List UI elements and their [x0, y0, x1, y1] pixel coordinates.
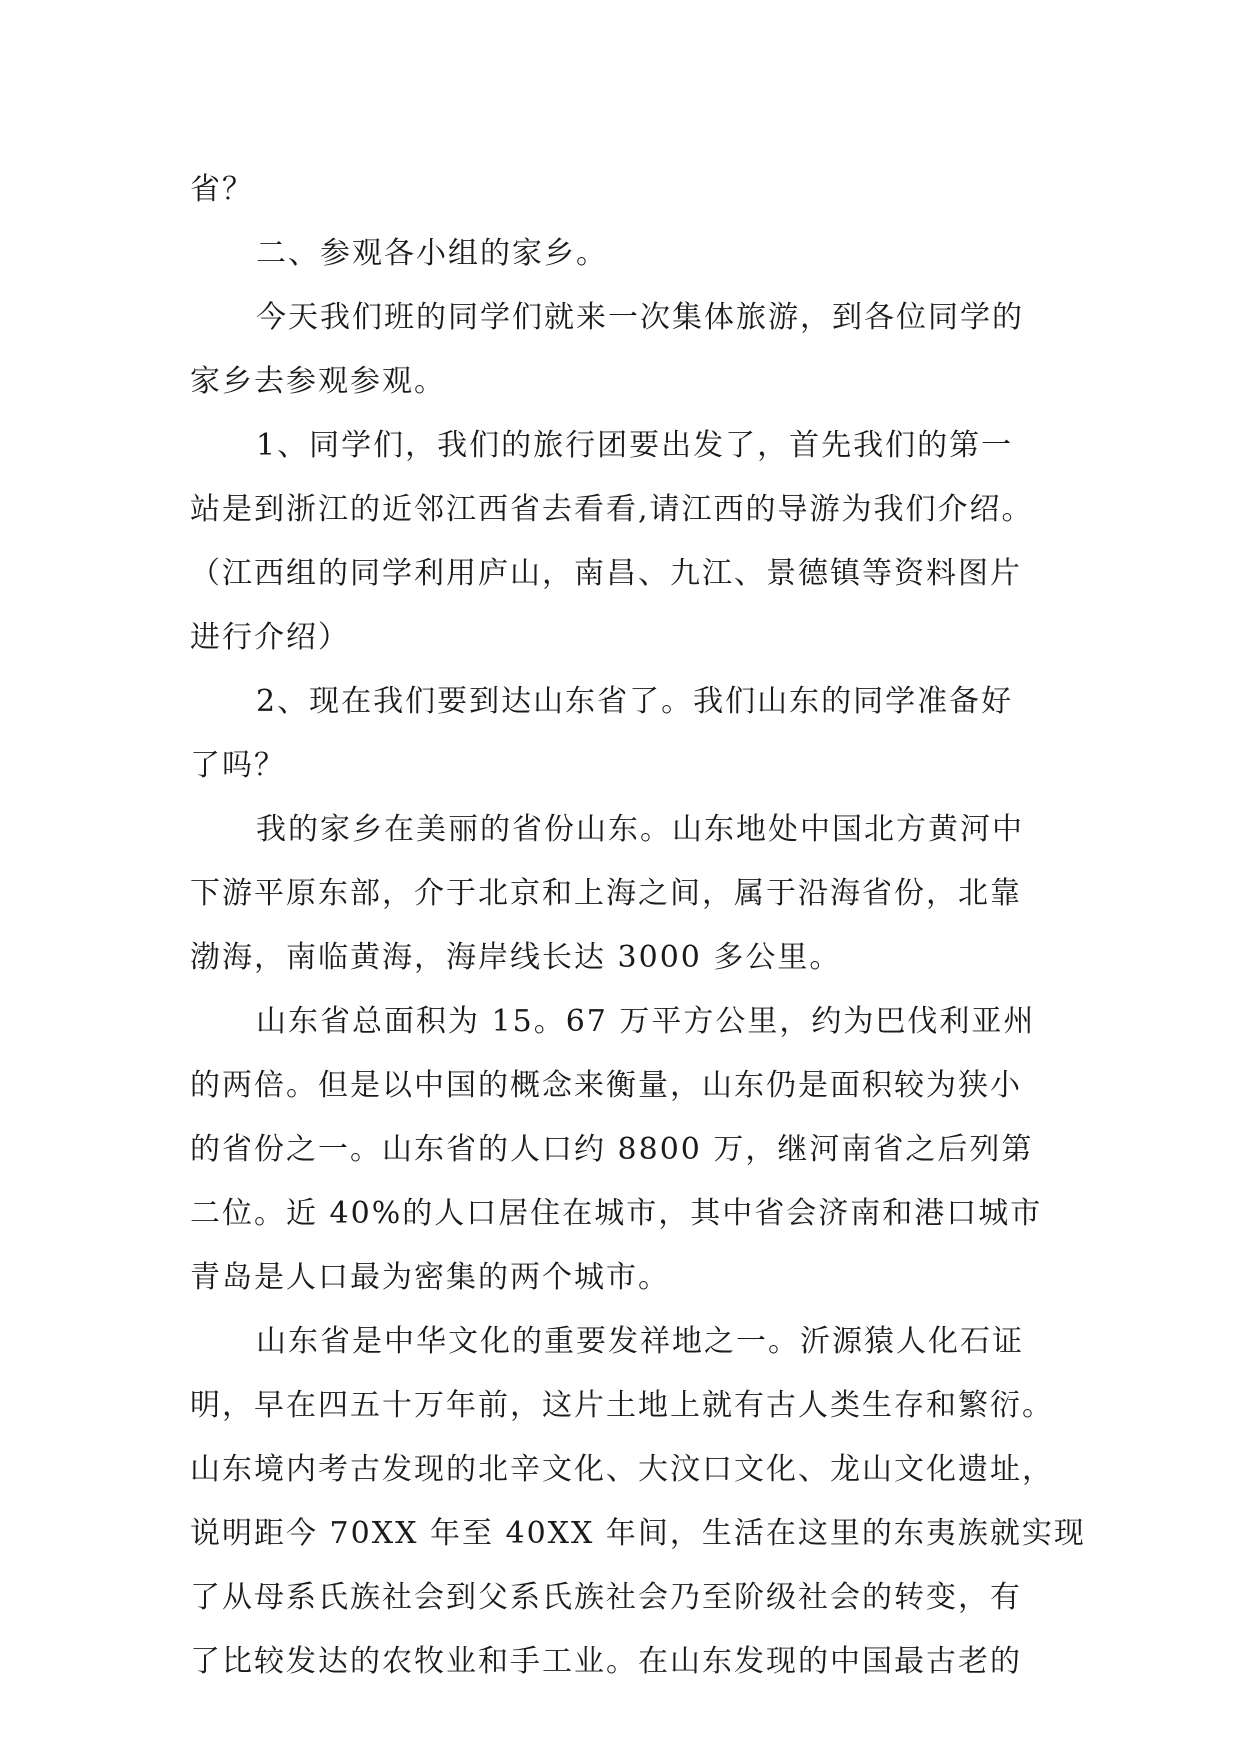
text-line: 的省份之一。山东省的人口约 8800 万，继河南省之后列第	[190, 1132, 1034, 1167]
text-line: 下游平原东部，介于北京和上海之间，属于沿海省份，北靠	[190, 876, 1022, 911]
document-body	[190, 158, 1086, 1694]
text-line: 了比较发达的农牧业和手工业。在山东发现的中国最古老的	[190, 1644, 1022, 1679]
text-line: 进行介绍）	[190, 620, 350, 655]
text-line: 了吗？	[190, 748, 286, 783]
text-line: 青岛是人口最为密集的两个城市。	[190, 1260, 670, 1295]
text-line: 2、现在我们要到达山东省了。我们山东的同学准备好	[256, 684, 1014, 719]
text-line: 1、同学们，我们的旅行团要出发了，首先我们的第一	[256, 428, 1014, 463]
text-line: 家乡去参观参观。	[190, 364, 446, 399]
text-line: 二位。近 40%的人口居住在城市，其中省会济南和港口城市	[190, 1196, 1043, 1231]
text-line: 二、参观各小组的家乡。	[256, 236, 608, 271]
text-line: 山东境内考古发现的北辛文化、大汶口文化、龙山文化遗址，	[190, 1452, 1054, 1487]
text-line: 山东省是中华文化的重要发祥地之一。沂源猿人化石证	[256, 1324, 1024, 1359]
text-line: 山东省总面积为 15。67 万平方公里，约为巴伐利亚州	[256, 1004, 1036, 1039]
text-line: 省？	[190, 172, 254, 207]
text-line: 明，早在四五十万年前，这片土地上就有古人类生存和繁衍。	[190, 1388, 1054, 1423]
text-line: 我的家乡在美丽的省份山东。山东地处中国北方黄河中	[256, 812, 1024, 847]
text-line: 了从母系氏族社会到父系氏族社会乃至阶级社会的转变，有	[190, 1580, 1022, 1615]
text-line: 今天我们班的同学们就来一次集体旅游，到各位同学的	[256, 300, 1024, 335]
text-line: 站是到浙江的近邻江西省去看看,请江西的导游为我们介绍。	[190, 492, 1034, 527]
text-line: 说明距今 70XX 年至 40XX 年间，生活在这里的东夷族就实现	[190, 1516, 1086, 1551]
text-line: 的两倍。但是以中国的概念来衡量，山东仍是面积较为狭小	[190, 1068, 1022, 1103]
text-line: 渤海，南临黄海，海岸线长达 3000 多公里。	[190, 940, 842, 975]
text-line: （江西组的同学利用庐山，南昌、九江、景德镇等资料图片	[190, 556, 1022, 591]
